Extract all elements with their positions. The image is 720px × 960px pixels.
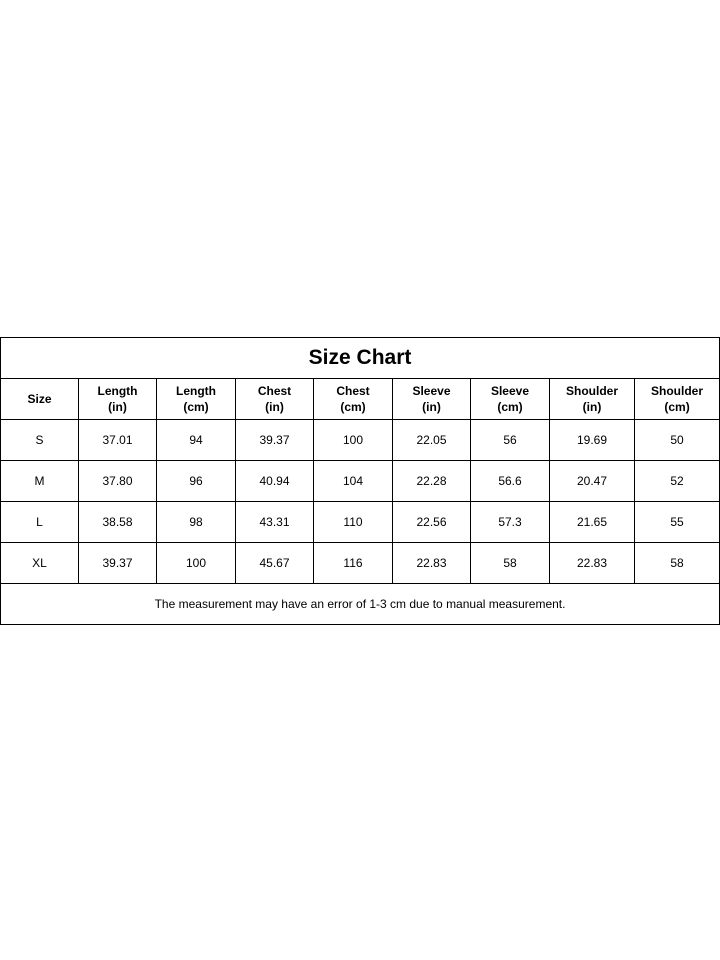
table-cell: 22.83 <box>550 543 635 584</box>
column-header-label: Length <box>97 384 138 398</box>
table-cell: 38.58 <box>79 502 157 543</box>
table-row <box>1 543 720 584</box>
table-cell: 37.01 <box>79 420 157 461</box>
table-cell: 56 <box>471 420 550 461</box>
table-cell: 104 <box>314 461 393 502</box>
table-cell: 40.94 <box>236 461 314 502</box>
column-header-label: Sleeve <box>412 384 451 398</box>
column-header-size <box>1 379 79 420</box>
column-header-sleeve-in <box>393 379 471 420</box>
column-header-shoulder-in <box>550 379 635 420</box>
table-cell: 110 <box>314 502 393 543</box>
measurement-note: The measurement may have an error of 1-3 cm due to manual measurement. <box>1 584 720 625</box>
column-header-sleeve-cm <box>471 379 550 420</box>
column-header-chest-cm <box>314 379 393 420</box>
column-header-label: Length <box>176 384 216 398</box>
column-header-unit: (in) <box>422 400 441 414</box>
table-cell: XL <box>1 543 79 584</box>
table-cell: 52 <box>635 461 720 502</box>
table-cell: 56.6 <box>471 461 550 502</box>
column-header-chest-in <box>236 379 314 420</box>
size-chart-table <box>0 337 720 625</box>
table-cell: 37.80 <box>79 461 157 502</box>
table-cell: 96 <box>157 461 236 502</box>
column-header-unit: (in) <box>108 400 127 414</box>
column-header-unit: (in) <box>582 400 602 414</box>
table-cell: 58 <box>635 543 720 584</box>
table-cell: 57.3 <box>471 502 550 543</box>
table-cell: 45.67 <box>236 543 314 584</box>
table-cell: 20.47 <box>550 461 635 502</box>
table-cell: 58 <box>471 543 550 584</box>
column-header-length-in <box>79 379 157 420</box>
table-cell: L <box>1 502 79 543</box>
table-cell: 100 <box>314 420 393 461</box>
header-row <box>1 379 720 420</box>
column-header-label: Chest <box>336 384 370 398</box>
table-cell: 43.31 <box>236 502 314 543</box>
table-cell: 22.56 <box>393 502 471 543</box>
table-cell: 94 <box>157 420 236 461</box>
table-cell: 98 <box>157 502 236 543</box>
table-cell: 39.37 <box>236 420 314 461</box>
column-header-label: Sleeve <box>490 384 530 398</box>
table-cell: 116 <box>314 543 393 584</box>
column-header-label: Size <box>27 392 52 406</box>
page-title: Size Chart <box>1 338 720 379</box>
table-cell: 50 <box>635 420 720 461</box>
table-cell: 55 <box>635 502 720 543</box>
table-cell: 19.69 <box>550 420 635 461</box>
column-header-unit: (cm) <box>183 400 209 414</box>
table-cell: 22.83 <box>393 543 471 584</box>
column-header-label: Shoulder <box>651 384 704 398</box>
column-header-shoulder-cm <box>635 379 720 420</box>
column-header-unit: (cm) <box>340 400 366 414</box>
table-cell: S <box>1 420 79 461</box>
table-row <box>1 420 720 461</box>
table-cell: 22.28 <box>393 461 471 502</box>
column-header-length-cm <box>157 379 236 420</box>
column-header-unit: (in) <box>265 400 284 414</box>
table-cell: 39.37 <box>79 543 157 584</box>
column-header-label: Chest <box>257 384 292 398</box>
table-row <box>1 461 720 502</box>
column-header-unit: (cm) <box>664 400 690 414</box>
table-cell: 21.65 <box>550 502 635 543</box>
table-cell: 22.05 <box>393 420 471 461</box>
table-cell: M <box>1 461 79 502</box>
table-row <box>1 502 720 543</box>
column-header-unit: (cm) <box>497 400 523 414</box>
column-header-label: Shoulder <box>565 384 618 398</box>
table-cell: 100 <box>157 543 236 584</box>
